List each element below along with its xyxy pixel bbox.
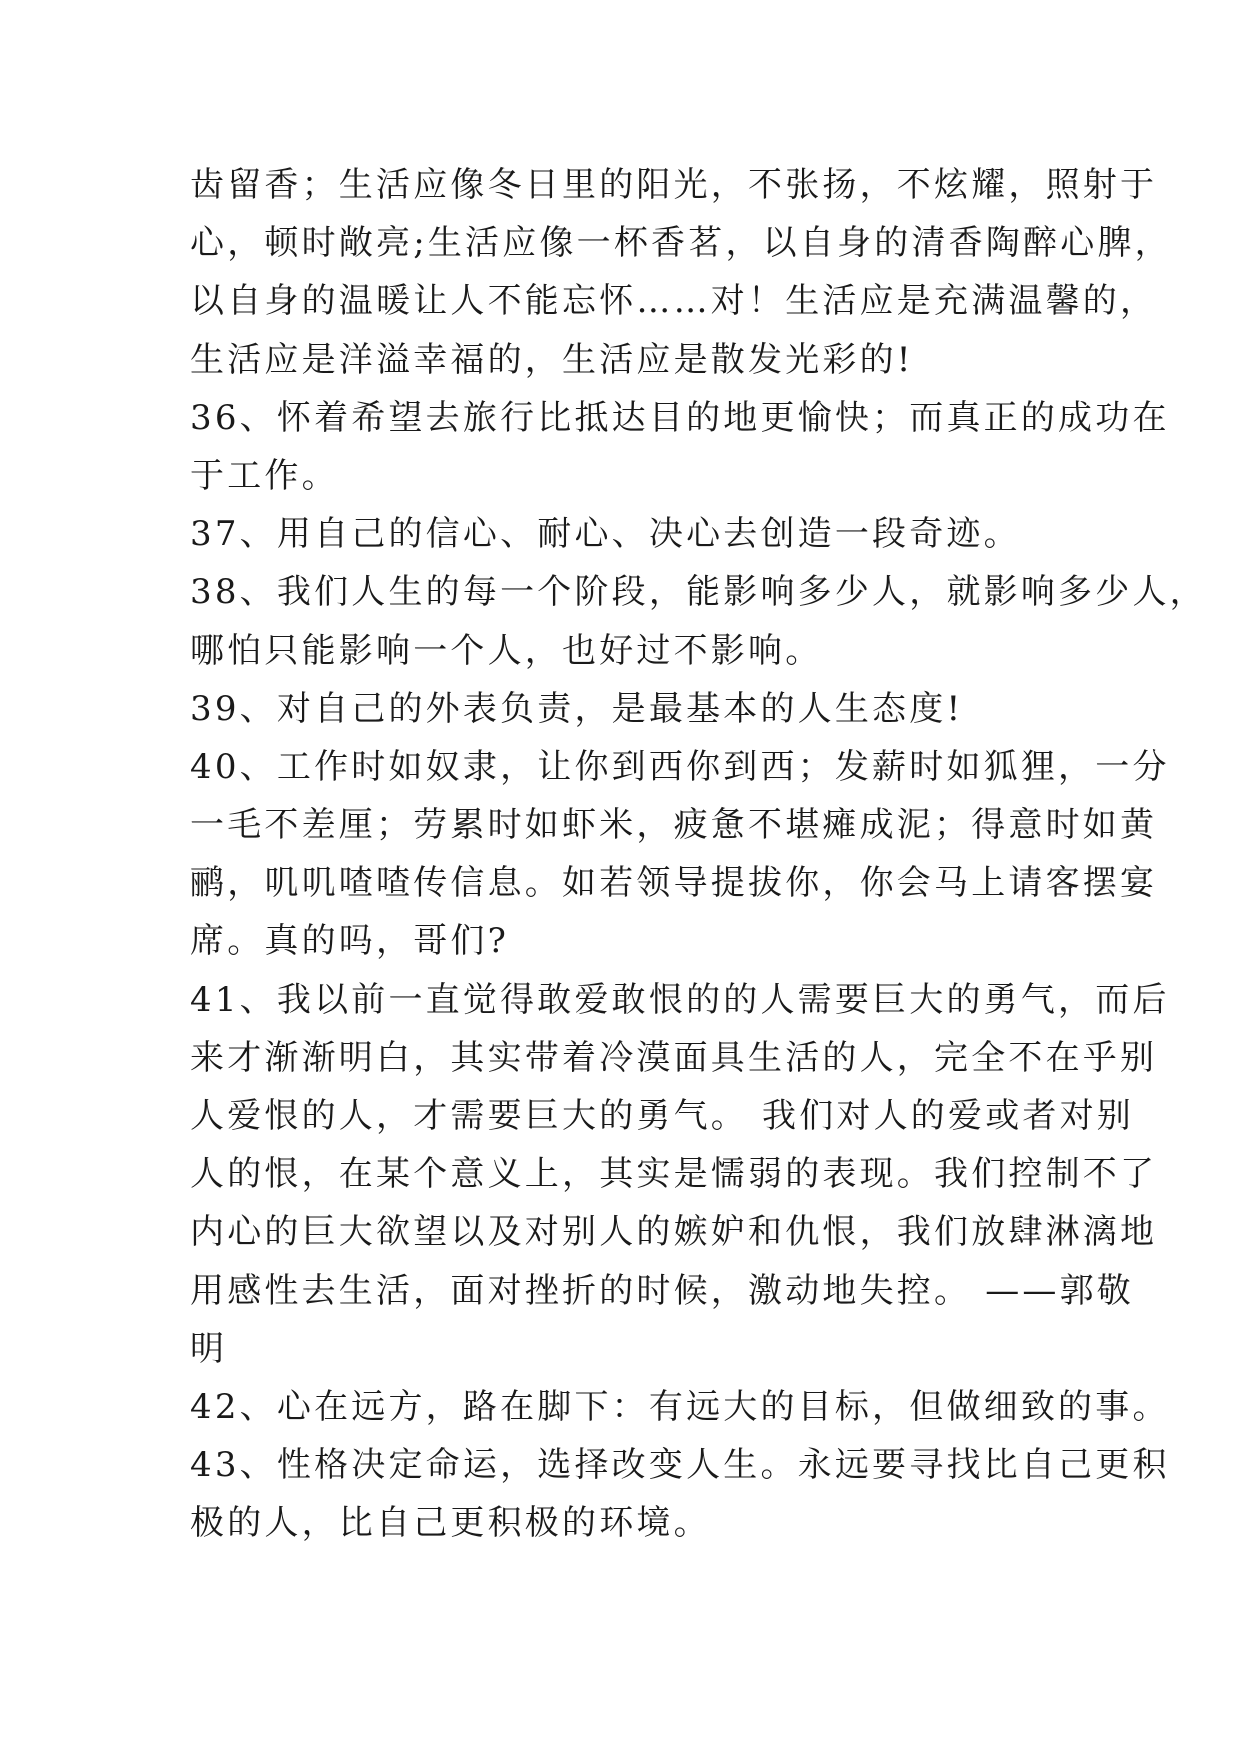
text-line: 于工作。 [190,455,339,496]
text-line: 内心的巨大欲望以及对别人的嫉妒和仇恨，我们放肆淋漓地 [190,1212,1158,1253]
text-line: 人的恨，在某个意义上，其实是懦弱的表现。我们控制不了 [190,1154,1158,1195]
text-line: 极的人，比自己更积极的环境。 [190,1503,711,1544]
text-line: 36、怀着希望去旅行比抵达目的地更愉快；而真正的成功在 [190,397,1170,438]
text-line: 39、对自己的外表负责，是最基本的人生态度! [190,688,964,729]
text-line: 哪怕只能影响一个人，也好过不影响。 [190,630,823,671]
text-line: 41、我以前一直觉得敢爱敢恨的的人需要巨大的勇气，而后 [190,979,1170,1020]
text-line: 42、心在远方，路在脚下：有远大的目标，但做细致的事。 [190,1386,1170,1427]
text-line: 40、工作时如奴隶，让你到西你到西；发薪时如狐狸，一分 [190,746,1170,787]
text-line: 心，顿时敞亮;生活应像一杯香茗，以自身的清香陶醉心脾， [190,223,1172,264]
text-line: 43、性格决定命运，选择改变人生。永远要寻找比自己更积 [190,1445,1170,1486]
text-line: 席。真的吗，哥们? [190,921,510,962]
text-line: 一毛不差厘；劳累时如虾米，疲惫不堪瘫成泥；得意时如黄 [190,805,1158,846]
text-line: 人爱恨的人，才需要巨大的勇气。 我们对人的爱或者对别 [190,1096,1135,1136]
text-line: 生活应是洋溢幸福的，生活应是散发光彩的! [190,339,914,380]
text-line: 明 [190,1328,228,1369]
document-body [190,156,1207,1553]
text-line: 用感性去生活，面对挫折的时候，激动地失控。 ——郭敬 [190,1270,1135,1311]
text-line: 以自身的温暖让人不能忘怀……对！生活应是充满温馨的， [190,281,1158,322]
text-line: 来才渐渐明白，其实带着冷漠面具生活的人，完全不在乎别 [190,1037,1158,1078]
text-line: 齿留香；生活应像冬日里的阳光，不张扬，不炫耀，照射于 [190,165,1158,205]
text-line: 38、我们人生的每一个阶段，能影响多少人，就影响多少人， [190,572,1207,613]
text-line: 37、用自己的信心、耐心、决心去创造一段奇迹。 [190,514,1021,555]
text-line: 鹂，叽叽喳喳传信息。如若领导提拔你，你会马上请客摆宴 [190,863,1158,904]
